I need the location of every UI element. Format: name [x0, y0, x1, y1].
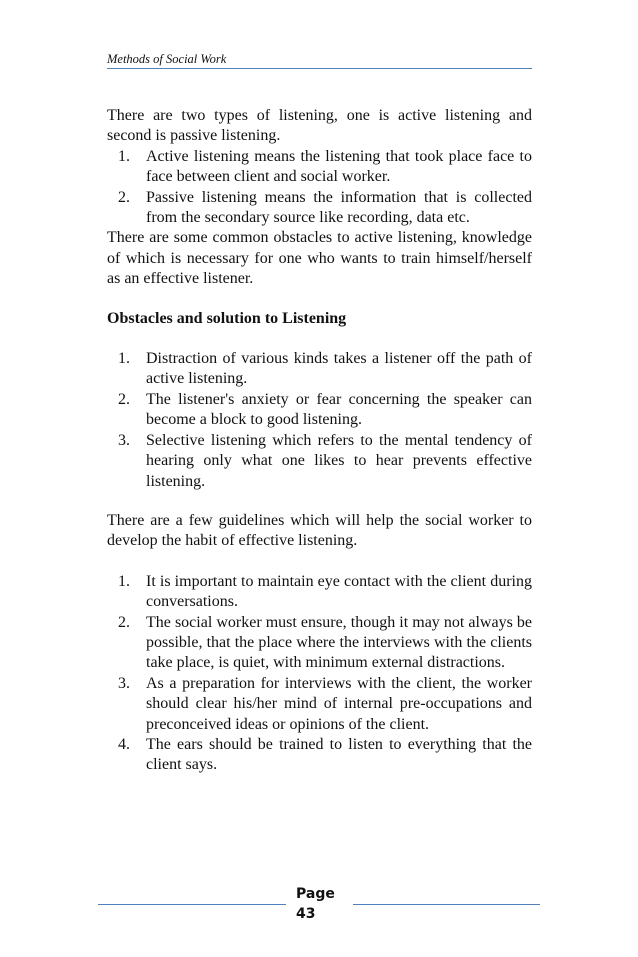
list-number: 2. [118, 188, 130, 206]
page-number-block [296, 884, 346, 924]
footer-rule-right [353, 904, 540, 905]
list-item [107, 674, 532, 735]
list-number: 3. [118, 674, 130, 692]
obstacles-list [107, 349, 532, 492]
footer-rule-left [98, 904, 286, 905]
running-header [107, 52, 532, 69]
list-item-text: The ears should be trained to listen to everything that the client says. [146, 735, 532, 774]
list-item-text: The listener's anxiety or fear concerning the speaker can become a block to good listening. [146, 390, 532, 429]
header-title: Methods of Social Work [107, 52, 227, 66]
list-item [107, 390, 532, 431]
intro-paragraph: There are two types of listening, one is active listening and second is passive listening. [107, 107, 532, 145]
list-item-text: Active listening means the listening that took place face to face between client and social worker. [146, 147, 532, 186]
page-body [107, 106, 532, 776]
list-number: 2. [118, 613, 130, 631]
section-heading: Obstacles and solution to Listening [107, 309, 347, 327]
list-item [107, 431, 532, 492]
list-item [107, 349, 532, 390]
page-number: 43 [296, 906, 316, 922]
list-item-text: Distraction of various kinds takes a listener off the path of active listening. [146, 350, 532, 388]
list-item [107, 613, 532, 674]
list-number: 1. [118, 572, 130, 590]
list-item-text: The social worker must ensure, though it may not always be possible, that the place where the interviews with the clients take place, is quiet, with minimum external distractions. [146, 613, 532, 672]
list-item-text: As a preparation for interviews with the client, the worker should clear his/her mind of internal pre-occupations and preconceived ideas or opinions of the client. [146, 674, 532, 733]
guidelines-list [107, 572, 532, 776]
list-item [107, 147, 532, 188]
list-number: 4. [118, 735, 130, 753]
list-item [107, 572, 532, 613]
guidelines-intro-paragraph: There are a few guidelines which will help the social worker to develop the habit of effective listening. [107, 511, 532, 550]
page-footer [0, 884, 638, 934]
list-item [107, 188, 532, 229]
listening-types-list [107, 147, 532, 229]
list-number: 1. [118, 147, 130, 165]
list-item-text: Passive listening means the information that is collected from the secondary source like recording, data etc. [146, 188, 532, 227]
obstacles-intro-paragraph: There are some common obstacles to active listening, knowledge of which is necessary for one who wants to train himself/herself as an effective listener. [107, 229, 532, 288]
list-item-text: Selective listening which refers to the mental tendency of hearing only what one likes to hear prevents effective listening. [146, 431, 532, 490]
list-number: 3. [118, 431, 130, 449]
list-item [107, 735, 532, 776]
list-item-text: It is important to maintain eye contact with the client during conversations. [146, 572, 532, 611]
list-number: 1. [118, 350, 130, 368]
page-label: Page [296, 886, 335, 902]
list-number: 2. [118, 390, 130, 408]
